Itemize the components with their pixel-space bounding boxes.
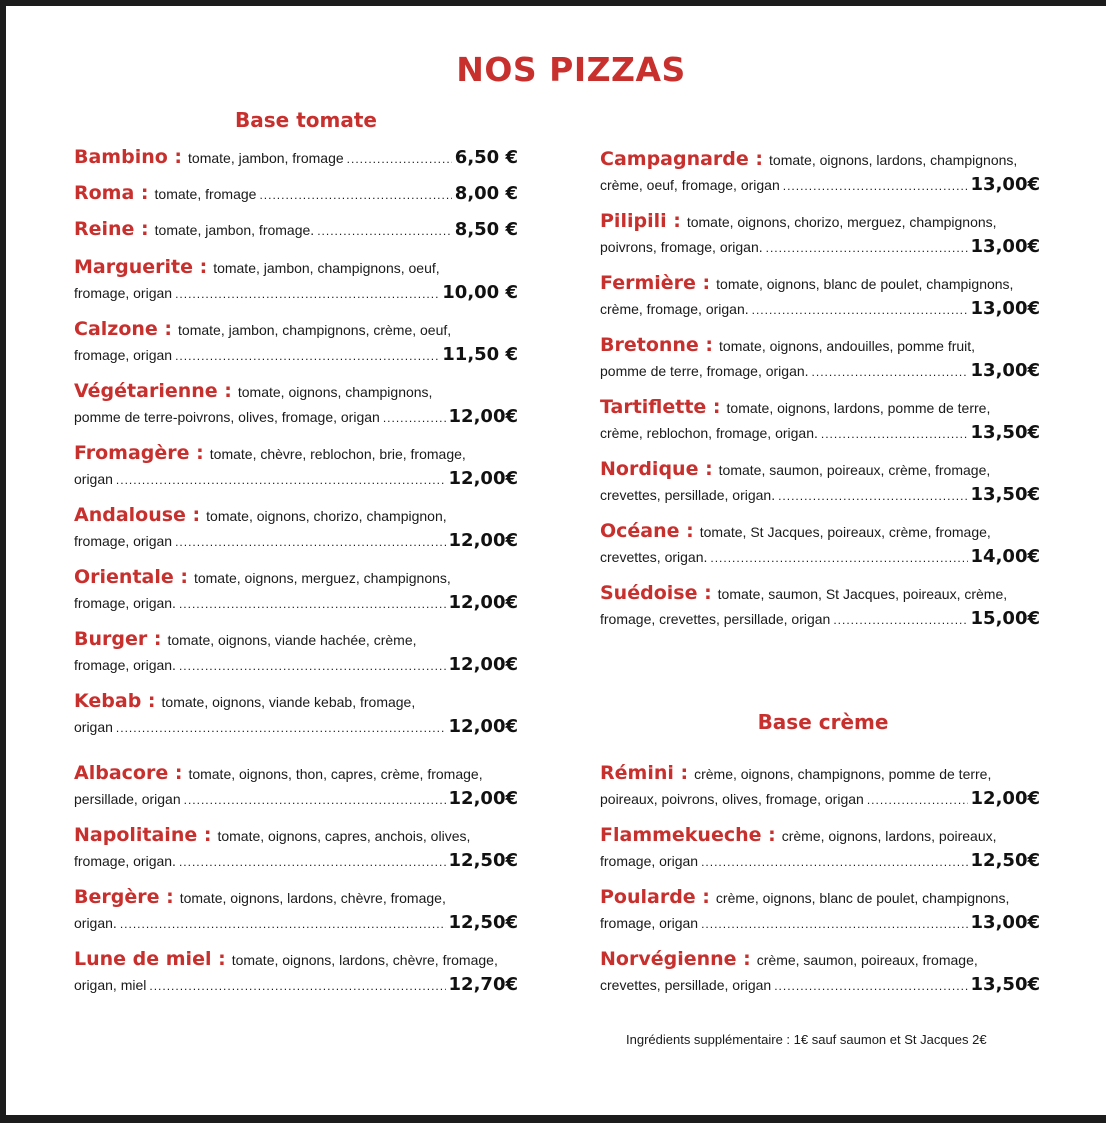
- pizza-line-2: [74, 714, 518, 740]
- pizza-line-2: [600, 606, 1040, 632]
- pizza-item: [600, 146, 1040, 198]
- pizza-ingredients: tomate, jambon, champignons, oeuf,: [213, 260, 440, 276]
- pizza-line-2: [74, 342, 518, 368]
- pizza-line-2: [600, 420, 1040, 446]
- pizza-line-1: [74, 144, 518, 170]
- dot-leader: [821, 421, 968, 447]
- pizza-price: 12,00€: [448, 406, 518, 427]
- pizza-line-1: [74, 180, 518, 206]
- pizza-name: Albacore :: [74, 762, 183, 784]
- pizza-item: [600, 270, 1040, 322]
- pizza-name: Norvégienne :: [600, 948, 751, 970]
- pizza-price: 13,50€: [970, 422, 1040, 443]
- pizza-line-2: [600, 544, 1040, 570]
- pizza-ingredients-cont: fromage, origan: [74, 347, 173, 363]
- pizza-ingredients: tomate, oignons, blanc de poulet, champignons,: [716, 276, 1014, 292]
- pizza-name: Napolitaine :: [74, 824, 212, 846]
- dot-leader: [752, 297, 968, 323]
- pizza-name: Suédoise :: [600, 582, 712, 604]
- pizza-item: [74, 884, 518, 936]
- pizza-item: [74, 502, 518, 554]
- pizza-line-1: [600, 456, 1040, 482]
- pizza-item: [74, 144, 518, 170]
- pizza-price: 13,00€: [970, 360, 1040, 381]
- dot-leader: [175, 281, 439, 307]
- pizza-ingredients: tomate, oignons, lardons, chèvre, fromage,: [179, 890, 446, 906]
- pizza-ingredients-cont: crevettes, persillade, origan: [600, 977, 772, 993]
- pizza-name: Bretonne :: [600, 334, 714, 356]
- dot-leader: [710, 545, 967, 571]
- pizza-line-2: [600, 296, 1040, 322]
- pizza-line-1: [74, 254, 518, 280]
- pizza-ingredients: tomate, oignons, viande hachée, crème,: [167, 632, 417, 648]
- pizza-ingredients-cont: origan.: [74, 915, 117, 931]
- pizza-price: 15,00€: [970, 608, 1040, 629]
- pizza-line-2: [74, 848, 518, 874]
- pizza-ingredients: tomate, oignons, chorizo, champignon,: [206, 508, 447, 524]
- pizza-line-2: [600, 482, 1040, 508]
- pizza-ingredients: tomate, oignons, lardons, pomme de terre,: [726, 400, 991, 416]
- pizza-line-2: [600, 910, 1040, 936]
- pizza-ingredients: tomate, oignons, lardons, champignons,: [769, 152, 1018, 168]
- dot-leader: [833, 607, 967, 633]
- dot-leader: [783, 173, 968, 199]
- pizza-ingredients-cont: fromage, crevettes, persillade, origan: [600, 611, 831, 627]
- pizza-name: Bergère :: [74, 886, 174, 908]
- pizza-item: [600, 208, 1040, 260]
- pizza-item: [600, 884, 1040, 936]
- pizza-name: Fermière :: [600, 272, 711, 294]
- pizza-ingredients-cont: fromage, origan.: [74, 657, 176, 673]
- pizza-ingredients-cont: fromage, origan: [600, 915, 699, 931]
- pizza-price: 8,00 €: [454, 183, 518, 204]
- pizza-line-2: [600, 848, 1040, 874]
- pizza-ingredients: tomate, saumon, poireaux, crème, fromage,: [718, 462, 991, 478]
- dot-leader: [179, 591, 446, 617]
- pizza-price: 6,50 €: [454, 147, 518, 168]
- supplement-note: Ingrédients supplémentaire : 1€ sauf saumon et St Jacques 2€: [626, 1032, 987, 1047]
- pizza-price: 13,00€: [970, 912, 1040, 933]
- pizza-line-1: [600, 884, 1040, 910]
- pizza-name: Fromagère :: [74, 442, 204, 464]
- pizza-ingredients-cont: persillade, origan: [74, 791, 181, 807]
- pizza-name: Roma :: [74, 182, 149, 204]
- pizza-item: [600, 332, 1040, 384]
- pizza-line-1: [600, 580, 1040, 606]
- pizza-ingredients-cont: pomme de terre-poivrons, olives, fromage, origan: [74, 409, 380, 425]
- pizza-price: 13,00€: [970, 236, 1040, 257]
- pizza-item: [600, 822, 1040, 874]
- pizza-price: 12,00€: [448, 716, 518, 737]
- pizza-line-1: [600, 822, 1040, 848]
- dot-leader: [347, 146, 452, 172]
- pizza-price: 13,50€: [970, 974, 1040, 995]
- menu-page: [6, 6, 1106, 1115]
- pizza-line-1: [74, 378, 518, 404]
- pizza-item: [600, 580, 1040, 632]
- pizza-line-1: [74, 626, 518, 652]
- pizza-ingredients-cont: origan, miel: [74, 977, 147, 993]
- pizza-item: [600, 456, 1040, 508]
- pizza-price: 12,00€: [970, 788, 1040, 809]
- pizza-line-1: [74, 216, 518, 242]
- pizza-item: [600, 518, 1040, 570]
- dot-leader: [701, 849, 967, 875]
- pizza-ingredients-cont: crème, oeuf, fromage, origan: [600, 177, 780, 193]
- pizza-line-2: [600, 172, 1040, 198]
- dot-leader: [774, 973, 967, 999]
- pizza-line-1: [74, 884, 518, 910]
- pizza-price: 12,00€: [448, 654, 518, 675]
- pizza-price: 12,70€: [448, 974, 518, 995]
- pizza-ingredients: tomate, oignons, lardons, chèvre, fromage,: [231, 952, 498, 968]
- pizza-name: Campagnarde :: [600, 148, 764, 170]
- pizza-item: [74, 254, 518, 306]
- pizza-item: [74, 440, 518, 492]
- pizza-line-1: [74, 440, 518, 466]
- pizza-name: Kebab :: [74, 690, 156, 712]
- pizza-ingredients: crème, oignons, champignons, pomme de terre,: [694, 766, 992, 782]
- dot-leader: [766, 235, 968, 261]
- dot-leader: [184, 787, 446, 813]
- pizza-line-1: [74, 760, 518, 786]
- pizza-line-1: [74, 688, 518, 714]
- dot-leader: [120, 911, 446, 937]
- pizza-name: Flammekueche :: [600, 824, 776, 846]
- pizza-line-2: [74, 910, 518, 936]
- pizza-name: Pilipili :: [600, 210, 681, 232]
- pizza-name: Burger :: [74, 628, 162, 650]
- dot-leader: [179, 653, 446, 679]
- dot-leader: [383, 405, 446, 431]
- pizza-item: [600, 946, 1040, 998]
- pizza-line-2: [74, 786, 518, 812]
- pizza-price: 12,50€: [448, 850, 518, 871]
- pizza-line-2: [74, 528, 518, 554]
- pizza-ingredients: tomate, oignons, champignons,: [237, 384, 433, 400]
- pizza-line-2: [74, 280, 518, 306]
- dot-leader: [317, 218, 452, 244]
- pizza-item: [74, 378, 518, 430]
- pizza-name: Océane :: [600, 520, 694, 542]
- pizza-ingredients: tomate, jambon, fromage: [188, 150, 344, 166]
- pizza-ingredients: crème, oignons, blanc de poulet, champignons,: [715, 890, 1010, 906]
- pizza-price: 12,00€: [448, 592, 518, 613]
- dot-leader: [778, 483, 967, 509]
- dot-leader: [116, 467, 446, 493]
- pizza-price: 10,00 €: [442, 282, 518, 303]
- pizza-line-2: [600, 234, 1040, 260]
- pizza-ingredients-cont: poivrons, fromage, origan.: [600, 239, 763, 255]
- pizza-item: [74, 564, 518, 616]
- pizza-line-1: [600, 270, 1040, 296]
- pizza-ingredients-cont: fromage, origan: [600, 853, 699, 869]
- pizza-ingredients: crème, saumon, poireaux, fromage,: [756, 952, 978, 968]
- pizza-price: 13,00€: [970, 174, 1040, 195]
- pizza-ingredients-cont: crème, fromage, origan.: [600, 301, 749, 317]
- pizza-item: [74, 946, 518, 998]
- pizza-price: 14,00€: [970, 546, 1040, 567]
- pizza-line-2: [600, 786, 1040, 812]
- pizza-ingredients-cont: crème, reblochon, fromage, origan.: [600, 425, 818, 441]
- pizza-line-1: [600, 146, 1040, 172]
- pizza-ingredients: tomate, oignons, capres, anchois, olives,: [217, 828, 471, 844]
- pizza-ingredients-cont: fromage, origan: [74, 285, 173, 301]
- pizza-ingredients: tomate, St Jacques, poireaux, crème, fromage,: [699, 524, 991, 540]
- pizza-line-1: [600, 208, 1040, 234]
- pizza-name: Orientale :: [74, 566, 188, 588]
- pizza-name: Végétarienne :: [74, 380, 232, 402]
- pizza-price: 12,50€: [448, 912, 518, 933]
- pizza-ingredients-cont: crevettes, origan.: [600, 549, 708, 565]
- dot-leader: [812, 359, 968, 385]
- pizza-ingredients: tomate, chèvre, reblochon, brie, fromage,: [209, 446, 466, 462]
- pizza-line-1: [74, 822, 518, 848]
- pizza-ingredients-cont: fromage, origan.: [74, 595, 176, 611]
- pizza-line-2: [600, 972, 1040, 998]
- pizza-name: Lune de miel :: [74, 948, 226, 970]
- pizza-item: [74, 626, 518, 678]
- dot-leader: [701, 911, 967, 937]
- pizza-ingredients: tomate, oignons, thon, capres, crème, fromage,: [188, 766, 483, 782]
- pizza-line-1: [600, 518, 1040, 544]
- pizza-ingredients-cont: origan: [74, 471, 113, 487]
- pizza-ingredients-cont: poireaux, poivrons, olives, fromage, origan: [600, 791, 864, 807]
- dot-leader: [149, 973, 445, 999]
- pizza-name: Bambino :: [74, 146, 183, 168]
- pizza-price: 12,50€: [970, 850, 1040, 871]
- pizza-ingredients-cont: fromage, origan.: [74, 853, 176, 869]
- dot-leader: [175, 529, 445, 555]
- pizza-ingredients: tomate, oignons, andouilles, pomme fruit,: [719, 338, 976, 354]
- pizza-name: Poularde :: [600, 886, 710, 908]
- pizza-price: 12,00€: [448, 468, 518, 489]
- pizza-item: [74, 688, 518, 740]
- pizza-line-1: [600, 760, 1040, 786]
- pizza-line-1: [74, 316, 518, 342]
- pizza-price: 13,50€: [970, 484, 1040, 505]
- pizza-item: [600, 394, 1040, 446]
- pizza-line-2: [74, 972, 518, 998]
- pizza-line-1: [74, 946, 518, 972]
- pizza-line-2: [74, 466, 518, 492]
- pizza-ingredients-cont: crevettes, persillade, origan.: [600, 487, 776, 503]
- pizza-name: Andalouse :: [74, 504, 201, 526]
- pizza-line-1: [74, 502, 518, 528]
- dot-leader: [116, 715, 446, 741]
- pizza-line-1: [600, 332, 1040, 358]
- dot-leader: [259, 182, 451, 208]
- pizza-line-1: [600, 394, 1040, 420]
- pizza-ingredients: crème, oignons, lardons, poireaux,: [781, 828, 997, 844]
- pizza-ingredients: tomate, saumon, St Jacques, poireaux, crème,: [717, 586, 1008, 602]
- pizza-line-2: [74, 590, 518, 616]
- pizza-line-2: [600, 358, 1040, 384]
- pizza-ingredients: tomate, oignons, chorizo, merguez, champignons,: [686, 214, 997, 230]
- pizza-name: Marguerite :: [74, 256, 208, 278]
- pizza-line-1: [74, 564, 518, 590]
- pizza-item: [74, 822, 518, 874]
- pizza-price: 8,50 €: [454, 219, 518, 240]
- pizza-item: [74, 216, 518, 242]
- pizza-name: Tartiflette :: [600, 396, 721, 418]
- pizza-price: 12,00€: [448, 530, 518, 551]
- pizza-ingredients-cont: fromage, origan: [74, 533, 173, 549]
- dot-leader: [175, 343, 439, 369]
- pizza-ingredients: tomate, fromage: [154, 186, 257, 202]
- pizza-name: Reine :: [74, 218, 149, 240]
- pizza-name: Nordique :: [600, 458, 713, 480]
- pizza-ingredients: tomate, jambon, champignons, crème, oeuf,: [178, 322, 452, 338]
- pizza-line-1: [600, 946, 1040, 972]
- pizza-name: Rémini :: [600, 762, 689, 784]
- pizza-item: [74, 760, 518, 812]
- pizza-price: 11,50 €: [442, 344, 518, 365]
- pizza-ingredients: tomate, oignons, viande kebab, fromage,: [161, 694, 416, 710]
- pizza-ingredients-cont: pomme de terre, fromage, origan.: [600, 363, 809, 379]
- pizza-ingredients-cont: origan: [74, 719, 113, 735]
- pizza-item: [74, 316, 518, 368]
- dot-leader: [179, 849, 446, 875]
- page-title: NOS PIZZAS: [456, 50, 686, 89]
- pizza-line-2: [74, 404, 518, 430]
- base-creme-heading: Base crème: [757, 710, 889, 734]
- pizza-item: [74, 180, 518, 206]
- pizza-price: 12,00€: [448, 788, 518, 809]
- pizza-ingredients: tomate, jambon, fromage.: [154, 222, 315, 238]
- pizza-price: 13,00€: [970, 298, 1040, 319]
- pizza-ingredients: tomate, oignons, merguez, champignons,: [193, 570, 451, 586]
- pizza-item: [600, 760, 1040, 812]
- pizza-name: Calzone :: [74, 318, 173, 340]
- dot-leader: [867, 787, 968, 813]
- base-tomate-heading: Base tomate: [235, 108, 377, 132]
- pizza-line-2: [74, 652, 518, 678]
